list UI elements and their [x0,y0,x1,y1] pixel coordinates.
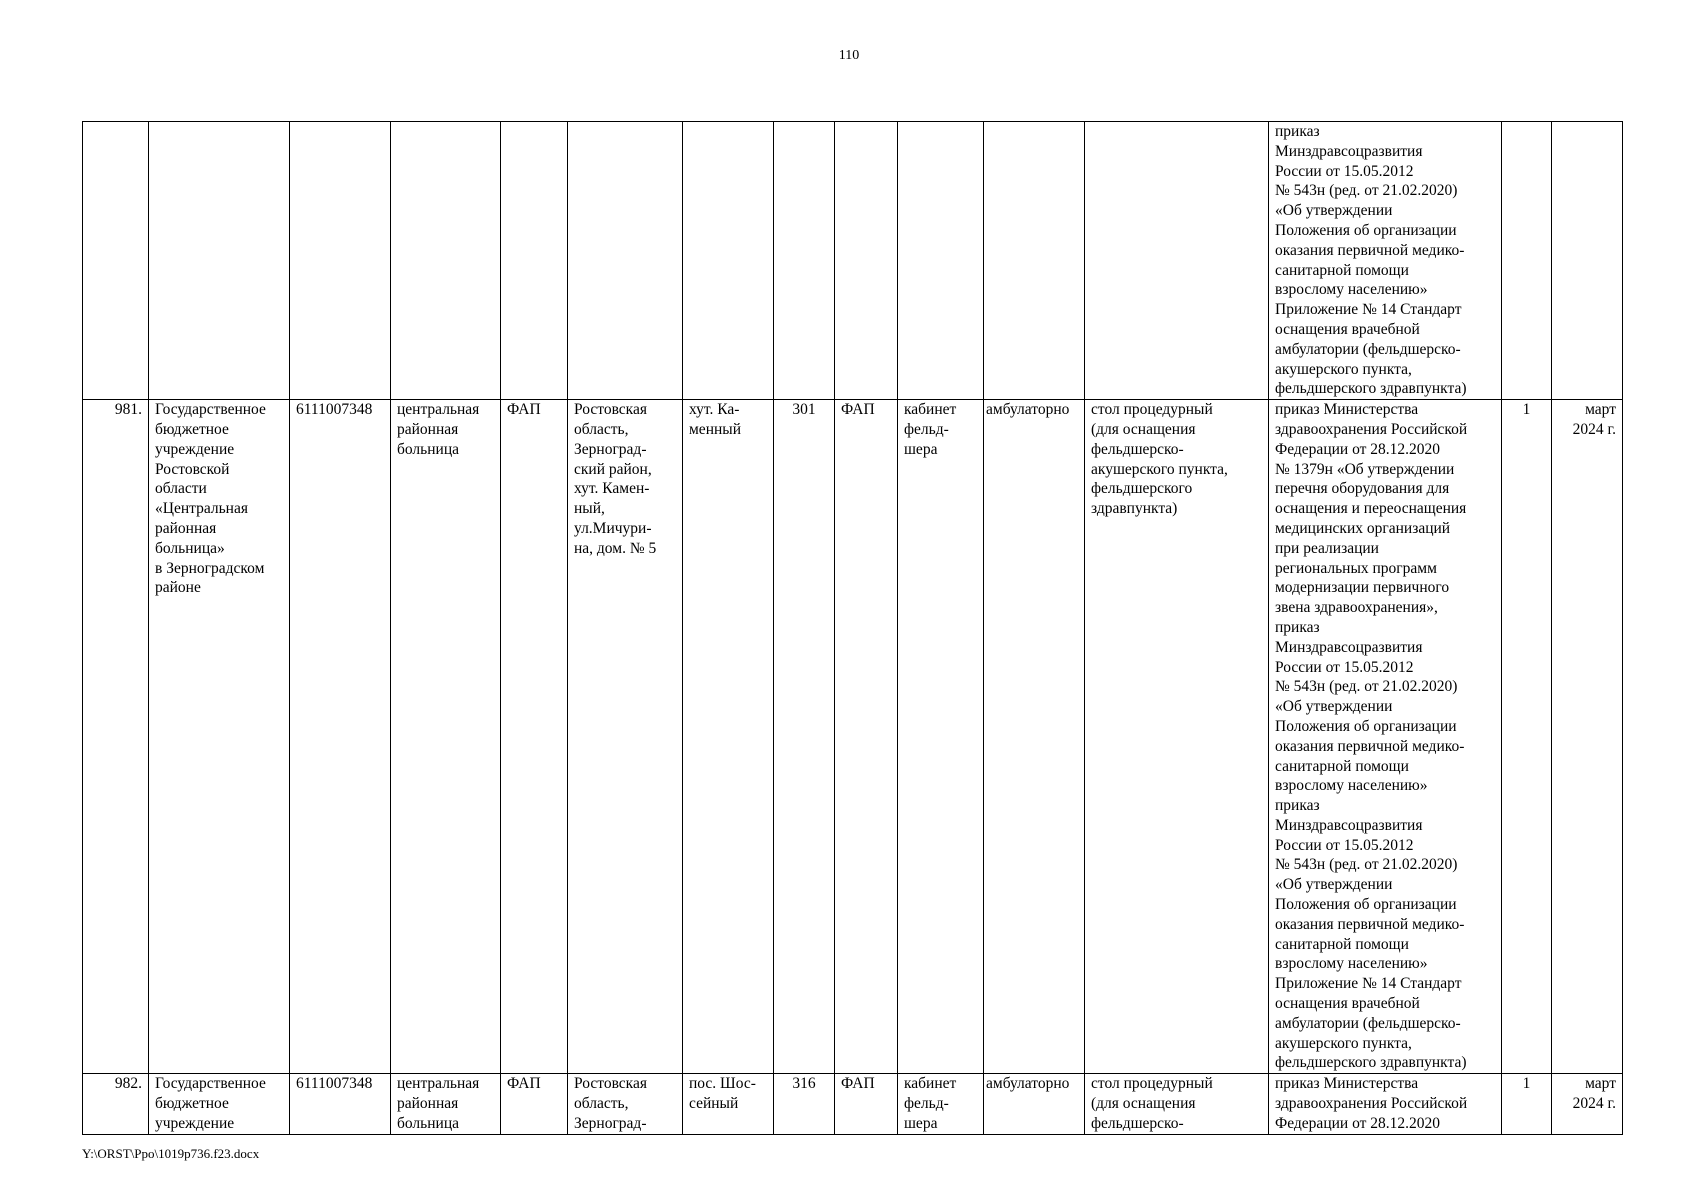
cell-count: 1 [1502,1074,1552,1135]
cell-room: кабинет фельд- шера [898,1074,984,1135]
cell-address: Ростовская область, Зерноград- [568,1074,683,1135]
cell-locality: хут. Ка- менный [683,400,774,1074]
cell-date: март 2024 г. [1552,400,1623,1074]
cell-inn [290,122,391,400]
cell-room [898,122,984,400]
cell-legal-basis: приказ Министерства здравоохранения Российской Федерации от 28.12.2020 [1269,1074,1502,1135]
cell-equipment: стол процедурный (для оснащения фельдшерско- [1085,1074,1269,1135]
page-number: 110 [838,48,860,63]
cell-type [391,122,501,400]
cell-unit: ФАП [835,400,898,1074]
cell-room: кабинет фельд- шера [898,400,984,1074]
footer-file-path: Y:\ORST\Ppo\1019p736.f23.docx [82,1146,260,1161]
cell-subdivision [501,122,568,400]
cell-unit: ФАП [835,1074,898,1135]
cell-subdivision: ФАП [501,1074,568,1135]
cell-care-type: амбулаторно [984,400,1085,1074]
table-row-continuation [83,122,1623,400]
table-row-981 [83,400,1623,1074]
cell-type: центральная районная больница [391,400,501,1074]
cell-legal-basis: приказ Министерства здравоохранения Российской Федерации от 28.12.2020 № 1379н «Об утверждении перечня оборудования для оснащения и переоснащения медицинских организаций при реализации региональных программ модернизации первичного звена здравоохранения», приказ Минздравсоцразвития России от 15.05.2012 № 543н (ред. от 21.02.2020) «Об утверждении Положения об организации оказания первичной медико- санитарной помощи взрослому населению» приказ Минздравсоцразвития России от 15.05.2012 № 543н (ред. от 21.02.2020) «Об утверждении Положения об организации оказания первичной медико- санитарной помощи взрослому населению» Приложение № 14 Стандарт оснащения врачебной амбулатории (фельдшерско- акушерского пункта, фельдшерского здравпункта) [1269,400,1502,1074]
cell-inn: 6111007348 [290,400,391,1074]
cell-locality: пос. Шос- сейный [683,1074,774,1135]
equipment-table [82,121,1623,1135]
cell-subdivision: ФАП [501,400,568,1074]
cell-care-type [984,122,1085,400]
cell-date [1552,122,1623,400]
cell-type: центральная районная больница [391,1074,501,1135]
table-row-982 [83,1074,1623,1135]
cell-legal-basis: приказ Минздравсоцразвития России от 15.05.2012 № 543н (ред. от 21.02.2020) «Об утверждении Положения об организации оказания первичной медико- санитарной помощи взрослому населению» Приложение № 14 Стандарт оснащения врачебной амбулатории (фельдшерско- акушерского пункта, фельдшерского здравпункта) [1269,122,1502,400]
cell-inn: 6111007348 [290,1074,391,1135]
cell-count: 1 [1502,400,1552,1074]
cell-institution: Государственное бюджетное учреждение [149,1074,290,1135]
cell-equipment: стол процедурный (для оснащения фельдшерско- акушерского пункта, фельдшерского здравпункта) [1085,400,1269,1074]
cell-count [1502,122,1552,400]
cell-institution: Государственное бюджетное учреждение Ростовской области «Центральная районная больница» в Зерноградском районе [149,400,290,1074]
cell-care-type: амбулаторно [984,1074,1085,1135]
cell-num [83,122,149,400]
cell-equipment [1085,122,1269,400]
cell-address [568,122,683,400]
cell-institution [149,122,290,400]
cell-address: Ростовская область, Зерноград- ский район, хут. Камен- ный, ул.Мичури- на, дом. № 5 [568,400,683,1074]
cell-code: 301 [774,400,835,1074]
cell-locality [683,122,774,400]
cell-code [774,122,835,400]
cell-num: 982. [83,1074,149,1135]
cell-num: 981. [83,400,149,1074]
cell-code: 316 [774,1074,835,1135]
cell-unit [835,122,898,400]
cell-date: март 2024 г. [1552,1074,1623,1135]
